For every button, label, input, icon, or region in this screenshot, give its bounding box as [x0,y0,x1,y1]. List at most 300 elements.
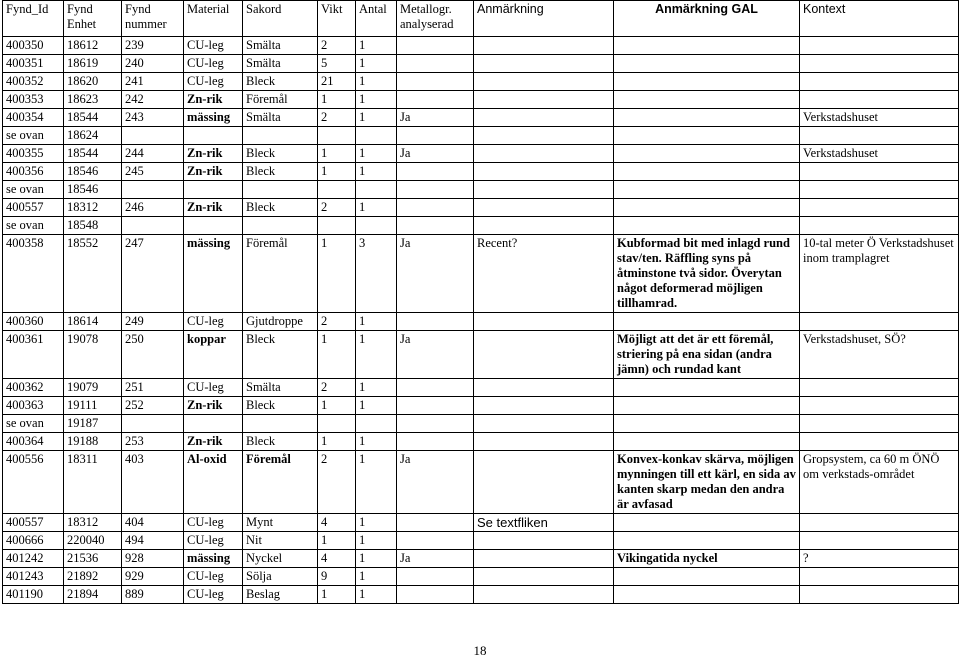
cell-antal: 1 [356,145,397,163]
table-row [3,451,959,514]
cell-vikt: 1 [318,91,356,109]
cell-sakord: Bleck [243,433,318,451]
cell-vikt: 2 [318,379,356,397]
cell-fynd-enhet: 18544 [64,145,122,163]
cell-vikt: 5 [318,55,356,73]
cell-fynd-enhet: 21894 [64,586,122,604]
cell-sakord [243,217,318,235]
header-fynd-id: Fynd_Id [3,1,64,37]
cell-fynd-enhet: 18612 [64,37,122,55]
table-row [3,235,959,313]
cell-material: Zn-rik [184,433,243,451]
cell-fynd-id: se ovan [3,127,64,145]
cell-fynd-nummer: 249 [122,313,184,331]
cell-anmarkning: Se textfliken [474,514,614,532]
cell-metallogr: Ja [397,235,474,313]
cell-anmarkning-gal [614,127,800,145]
cell-anmarkning [474,379,614,397]
cell-vikt [318,181,356,199]
cell-material: Al-oxid [184,451,243,514]
table-row [3,550,959,568]
cell-kontext [800,73,959,91]
header-vikt: Vikt [318,1,356,37]
cell-antal: 1 [356,397,397,415]
table-row [3,37,959,55]
cell-fynd-nummer: 245 [122,163,184,181]
cell-fynd-id: 400356 [3,163,64,181]
cell-metallogr [397,433,474,451]
cell-vikt: 4 [318,514,356,532]
find-table [2,0,959,604]
cell-fynd-nummer: 252 [122,397,184,415]
cell-sakord: Sölja [243,568,318,586]
cell-fynd-nummer: 889 [122,586,184,604]
cell-vikt: 1 [318,586,356,604]
table-row [3,433,959,451]
cell-anmarkning-gal: Vikingatida nyckel [614,550,800,568]
cell-fynd-nummer: 251 [122,379,184,397]
cell-material [184,415,243,433]
cell-metallogr [397,415,474,433]
cell-fynd-enhet: 18546 [64,163,122,181]
cell-kontext: ? [800,550,959,568]
cell-sakord: Bleck [243,199,318,217]
cell-material [184,127,243,145]
cell-anmarkning [474,313,614,331]
cell-anmarkning-gal [614,415,800,433]
cell-fynd-enhet: 18619 [64,55,122,73]
cell-sakord: Bleck [243,163,318,181]
cell-fynd-nummer: 247 [122,235,184,313]
cell-kontext: 10-tal meter Ö Verkstadshuset inom tramplagret [800,235,959,313]
cell-anmarkning-gal [614,433,800,451]
cell-fynd-id: 400557 [3,514,64,532]
cell-sakord [243,127,318,145]
cell-anmarkning-gal [614,37,800,55]
cell-anmarkning-gal [614,586,800,604]
cell-fynd-id: 400362 [3,379,64,397]
cell-fynd-nummer [122,217,184,235]
cell-fynd-id: 401243 [3,568,64,586]
header-material: Material [184,1,243,37]
cell-metallogr [397,199,474,217]
table-row [3,91,959,109]
header-anmarkning: Anmärkning [474,1,614,37]
cell-fynd-nummer: 403 [122,451,184,514]
cell-anmarkning [474,397,614,415]
cell-kontext [800,433,959,451]
cell-fynd-nummer: 241 [122,73,184,91]
cell-vikt: 1 [318,397,356,415]
cell-metallogr [397,397,474,415]
cell-metallogr [397,73,474,91]
cell-fynd-enhet: 18620 [64,73,122,91]
cell-antal: 1 [356,163,397,181]
cell-antal: 1 [356,73,397,91]
header-fynd-nummer: Fynd nummer [122,1,184,37]
cell-fynd-nummer: 243 [122,109,184,127]
cell-anmarkning-gal [614,181,800,199]
cell-material: koppar [184,331,243,379]
cell-fynd-id: 400556 [3,451,64,514]
cell-antal [356,415,397,433]
table-row [3,55,959,73]
cell-material: CU-leg [184,586,243,604]
table-row [3,199,959,217]
cell-kontext: Gropsystem, ca 60 m ÖNÖ om verkstads-området [800,451,959,514]
cell-metallogr [397,586,474,604]
cell-material: CU-leg [184,37,243,55]
cell-fynd-id: 400363 [3,397,64,415]
cell-anmarkning: Recent? [474,235,614,313]
cell-sakord: Smälta [243,55,318,73]
cell-anmarkning-gal [614,91,800,109]
table-row [3,331,959,379]
cell-fynd-nummer: 404 [122,514,184,532]
cell-anmarkning-gal [614,568,800,586]
cell-vikt: 2 [318,313,356,331]
table-row [3,217,959,235]
cell-vikt: 1 [318,433,356,451]
cell-kontext [800,532,959,550]
cell-material: Zn-rik [184,397,243,415]
cell-vikt: 1 [318,235,356,313]
cell-fynd-enhet: 18546 [64,181,122,199]
cell-anmarkning-gal [614,379,800,397]
cell-vikt [318,217,356,235]
cell-fynd-enhet: 21536 [64,550,122,568]
cell-anmarkning-gal [614,145,800,163]
cell-fynd-enhet: 220040 [64,532,122,550]
cell-antal [356,127,397,145]
cell-anmarkning-gal [614,199,800,217]
cell-antal: 1 [356,91,397,109]
cell-antal: 1 [356,433,397,451]
cell-fynd-id: 400361 [3,331,64,379]
cell-fynd-nummer [122,127,184,145]
cell-fynd-id: 400353 [3,91,64,109]
cell-material [184,181,243,199]
header-anmarkning-gal: Anmärkning GAL [614,1,800,37]
cell-fynd-id: 401190 [3,586,64,604]
cell-kontext [800,379,959,397]
cell-sakord: Bleck [243,145,318,163]
cell-metallogr [397,37,474,55]
cell-fynd-id: se ovan [3,217,64,235]
cell-sakord: Smälta [243,109,318,127]
cell-fynd-id: se ovan [3,181,64,199]
cell-anmarkning [474,181,614,199]
cell-vikt: 1 [318,331,356,379]
table-row [3,532,959,550]
cell-kontext: Verkstadshuset, SÖ? [800,331,959,379]
cell-antal: 3 [356,235,397,313]
table-body [3,37,959,604]
cell-antal: 1 [356,568,397,586]
cell-vikt: 9 [318,568,356,586]
cell-fynd-nummer: 929 [122,568,184,586]
cell-anmarkning [474,37,614,55]
cell-antal: 1 [356,199,397,217]
cell-kontext [800,415,959,433]
cell-fynd-id: 400354 [3,109,64,127]
cell-fynd-enhet: 18548 [64,217,122,235]
cell-anmarkning [474,451,614,514]
cell-anmarkning [474,415,614,433]
cell-vikt [318,127,356,145]
cell-metallogr: Ja [397,451,474,514]
cell-fynd-nummer: 246 [122,199,184,217]
cell-fynd-enhet: 18544 [64,109,122,127]
cell-kontext [800,181,959,199]
cell-metallogr [397,91,474,109]
cell-material: CU-leg [184,73,243,91]
cell-vikt: 2 [318,199,356,217]
cell-anmarkning-gal: Konvex-konkav skärva, möjligen mynningen till ett kärl, en sida av kanten skarp medan den andra är avfasad [614,451,800,514]
cell-vikt: 1 [318,532,356,550]
cell-anmarkning-gal: Möjligt att det är ett föremål, striering på ena sidan (andra jämn) och rundad kant [614,331,800,379]
cell-anmarkning [474,55,614,73]
cell-material: CU-leg [184,55,243,73]
cell-anmarkning [474,163,614,181]
cell-antal: 1 [356,109,397,127]
cell-fynd-enhet: 19079 [64,379,122,397]
cell-anmarkning [474,127,614,145]
table-row [3,415,959,433]
cell-metallogr [397,568,474,586]
cell-fynd-enhet: 19187 [64,415,122,433]
cell-sakord: Gjutdroppe [243,313,318,331]
header-antal: Antal [356,1,397,37]
cell-vikt: 1 [318,163,356,181]
cell-metallogr [397,181,474,199]
cell-fynd-nummer: 250 [122,331,184,379]
cell-fynd-nummer: 928 [122,550,184,568]
cell-fynd-nummer: 494 [122,532,184,550]
cell-material [184,217,243,235]
table-row [3,313,959,331]
cell-sakord: Beslag [243,586,318,604]
cell-antal: 1 [356,586,397,604]
table-row [3,127,959,145]
cell-anmarkning-gal [614,532,800,550]
cell-anmarkning [474,91,614,109]
cell-anmarkning [474,109,614,127]
cell-material: CU-leg [184,568,243,586]
cell-vikt: 2 [318,37,356,55]
cell-fynd-enhet: 18312 [64,199,122,217]
cell-material: Zn-rik [184,199,243,217]
cell-antal [356,217,397,235]
cell-fynd-enhet: 18614 [64,313,122,331]
cell-fynd-enhet: 18312 [64,514,122,532]
cell-sakord: Mynt [243,514,318,532]
cell-sakord: Nyckel [243,550,318,568]
cell-antal: 1 [356,451,397,514]
cell-metallogr [397,379,474,397]
cell-kontext [800,55,959,73]
cell-fynd-id: 400350 [3,37,64,55]
table-row [3,73,959,91]
cell-kontext [800,163,959,181]
cell-material: Zn-rik [184,145,243,163]
cell-anmarkning [474,199,614,217]
cell-anmarkning-gal [614,514,800,532]
cell-fynd-id: se ovan [3,415,64,433]
cell-anmarkning-gal [614,217,800,235]
cell-fynd-nummer: 253 [122,433,184,451]
cell-metallogr [397,55,474,73]
cell-fynd-id: 400358 [3,235,64,313]
cell-fynd-enhet: 19111 [64,397,122,415]
cell-sakord: Föremål [243,235,318,313]
cell-kontext [800,91,959,109]
cell-anmarkning [474,73,614,91]
cell-metallogr: Ja [397,550,474,568]
cell-kontext [800,568,959,586]
cell-material: CU-leg [184,379,243,397]
cell-kontext [800,217,959,235]
cell-anmarkning-gal [614,55,800,73]
cell-fynd-enhet: 18623 [64,91,122,109]
header-sakord: Sakord [243,1,318,37]
cell-antal: 1 [356,313,397,331]
cell-anmarkning [474,145,614,163]
table-row [3,586,959,604]
cell-metallogr [397,127,474,145]
cell-material: mässing [184,550,243,568]
cell-fynd-id: 400351 [3,55,64,73]
cell-material: Zn-rik [184,91,243,109]
table-row [3,568,959,586]
cell-metallogr [397,163,474,181]
cell-metallogr [397,514,474,532]
cell-metallogr: Ja [397,109,474,127]
table-row [3,145,959,163]
header-kontext: Kontext [800,1,959,37]
header-metallogr: Metallogr. analyserad [397,1,474,37]
cell-anmarkning [474,568,614,586]
cell-fynd-id: 400557 [3,199,64,217]
cell-fynd-enhet: 21892 [64,568,122,586]
cell-kontext [800,127,959,145]
cell-antal: 1 [356,514,397,532]
cell-kontext: Verkstadshuset [800,109,959,127]
cell-sakord: Bleck [243,331,318,379]
cell-antal: 1 [356,379,397,397]
cell-vikt: 1 [318,145,356,163]
cell-antal: 1 [356,550,397,568]
cell-vikt [318,415,356,433]
cell-vikt: 21 [318,73,356,91]
cell-material: CU-leg [184,532,243,550]
cell-metallogr: Ja [397,145,474,163]
header-row [3,1,959,37]
cell-kontext [800,313,959,331]
cell-material: mässing [184,109,243,127]
table-row [3,181,959,199]
cell-sakord: Smälta [243,379,318,397]
cell-material: mässing [184,235,243,313]
cell-fynd-enhet: 19078 [64,331,122,379]
cell-anmarkning [474,217,614,235]
cell-material: CU-leg [184,313,243,331]
cell-anmarkning [474,331,614,379]
table-row [3,109,959,127]
cell-anmarkning [474,586,614,604]
table-row [3,514,959,532]
cell-anmarkning-gal: Kubformad bit med inlagd rund stav/ten. Räffling syns på åtminstone två sidor. Överytan något deformerad möjligen tillhamrad. [614,235,800,313]
cell-anmarkning-gal [614,109,800,127]
cell-sakord: Bleck [243,73,318,91]
cell-vikt: 2 [318,451,356,514]
cell-anmarkning-gal [614,73,800,91]
cell-sakord [243,181,318,199]
cell-kontext: Verkstadshuset [800,145,959,163]
cell-fynd-nummer: 239 [122,37,184,55]
cell-material: CU-leg [184,514,243,532]
cell-sakord: Föremål [243,451,318,514]
cell-anmarkning [474,550,614,568]
cell-fynd-enhet: 18552 [64,235,122,313]
cell-antal: 1 [356,532,397,550]
cell-metallogr [397,217,474,235]
cell-vikt: 2 [318,109,356,127]
cell-sakord: Smälta [243,37,318,55]
cell-fynd-id: 401242 [3,550,64,568]
cell-fynd-id: 400352 [3,73,64,91]
cell-kontext [800,397,959,415]
cell-sakord: Bleck [243,397,318,415]
header-fynd-enhet: Fynd Enhet [64,1,122,37]
cell-kontext [800,514,959,532]
cell-fynd-id: 400364 [3,433,64,451]
cell-fynd-id: 400355 [3,145,64,163]
cell-anmarkning [474,532,614,550]
cell-kontext [800,586,959,604]
cell-fynd-nummer: 240 [122,55,184,73]
cell-metallogr [397,313,474,331]
cell-fynd-enhet: 18311 [64,451,122,514]
cell-antal [356,181,397,199]
table-row [3,397,959,415]
table-row [3,163,959,181]
cell-fynd-id: 400360 [3,313,64,331]
cell-vikt: 4 [318,550,356,568]
table-row [3,379,959,397]
cell-fynd-enhet: 19188 [64,433,122,451]
page-number: 18 [473,643,487,658]
cell-fynd-nummer [122,415,184,433]
cell-antal: 1 [356,331,397,379]
cell-metallogr: Ja [397,331,474,379]
cell-sakord: Nit [243,532,318,550]
cell-fynd-nummer: 242 [122,91,184,109]
cell-fynd-nummer: 244 [122,145,184,163]
cell-metallogr [397,532,474,550]
cell-anmarkning-gal [614,397,800,415]
cell-antal: 1 [356,55,397,73]
cell-anmarkning-gal [614,163,800,181]
cell-fynd-enhet: 18624 [64,127,122,145]
cell-kontext [800,199,959,217]
cell-fynd-nummer [122,181,184,199]
cell-anmarkning [474,433,614,451]
cell-fynd-id: 400666 [3,532,64,550]
cell-sakord: Föremål [243,91,318,109]
cell-material: Zn-rik [184,163,243,181]
cell-antal: 1 [356,37,397,55]
